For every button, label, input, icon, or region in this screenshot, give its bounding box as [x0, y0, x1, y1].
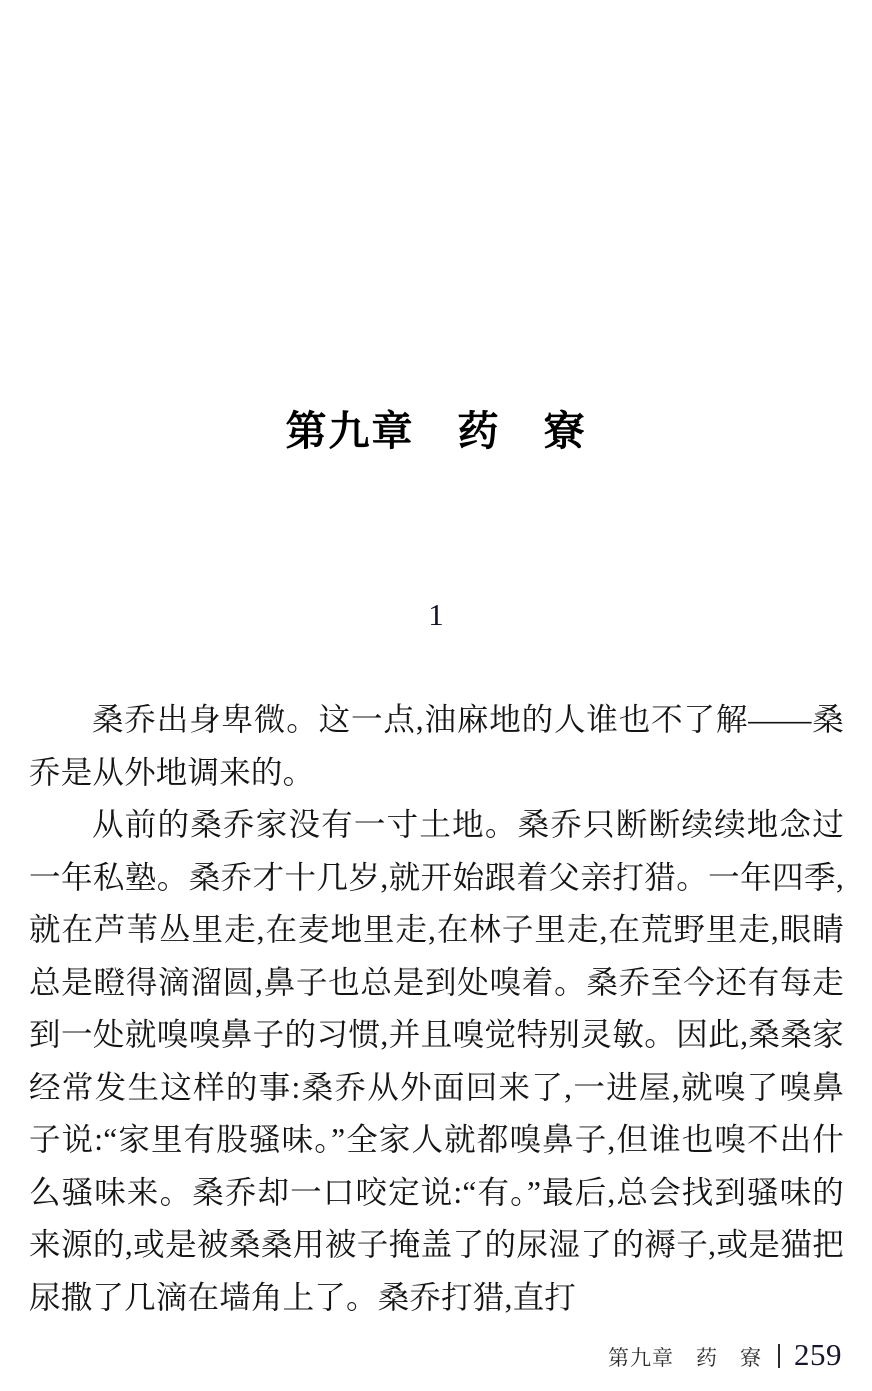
page-title: 第九章 药 寮: [285, 407, 587, 456]
footer-separator-icon: [778, 1344, 780, 1368]
section-number: 1: [428, 597, 444, 632]
page-footer: [608, 1337, 842, 1373]
page-number: 259: [794, 1337, 842, 1372]
footer-chapter-label: 第九章 药 寮: [608, 1346, 762, 1370]
body-text: [29, 694, 844, 1324]
paragraph: 从前的桑乔家没有一寸土地。桑乔只断断续续地念过一年私塾。桑乔才十几岁,就开始跟着父亲打猎。一年四季,就在芦苇丛里走,在麦地里走,在林子里走,在荒野里走,眼睛总是瞪得滴溜圆,鼻子也总是到处嗅着。桑乔至今还有每走到一处就嗅嗅鼻子的习惯,并且嗅觉特别灵敏。因此,桑桑家经常发生这样的事:桑乔从外面回来了,一进屋,就嗅了嗅鼻子说:“家里有股骚味。”全家人就都嗅鼻子,但谁也嗅不出什么骚味来。桑乔却一口咬定说:“有。”最后,总会找到骚味的来源的,或是被桑桑用被子掩盖了的尿湿了的褥子,或是猫把尿撒了几滴在墙角上了。桑乔打猎,直打: [29, 807, 844, 1315]
paragraph: 桑乔出身卑微。这一点,油麻地的人谁也不了解——桑乔是从外地调来的。: [29, 702, 844, 790]
